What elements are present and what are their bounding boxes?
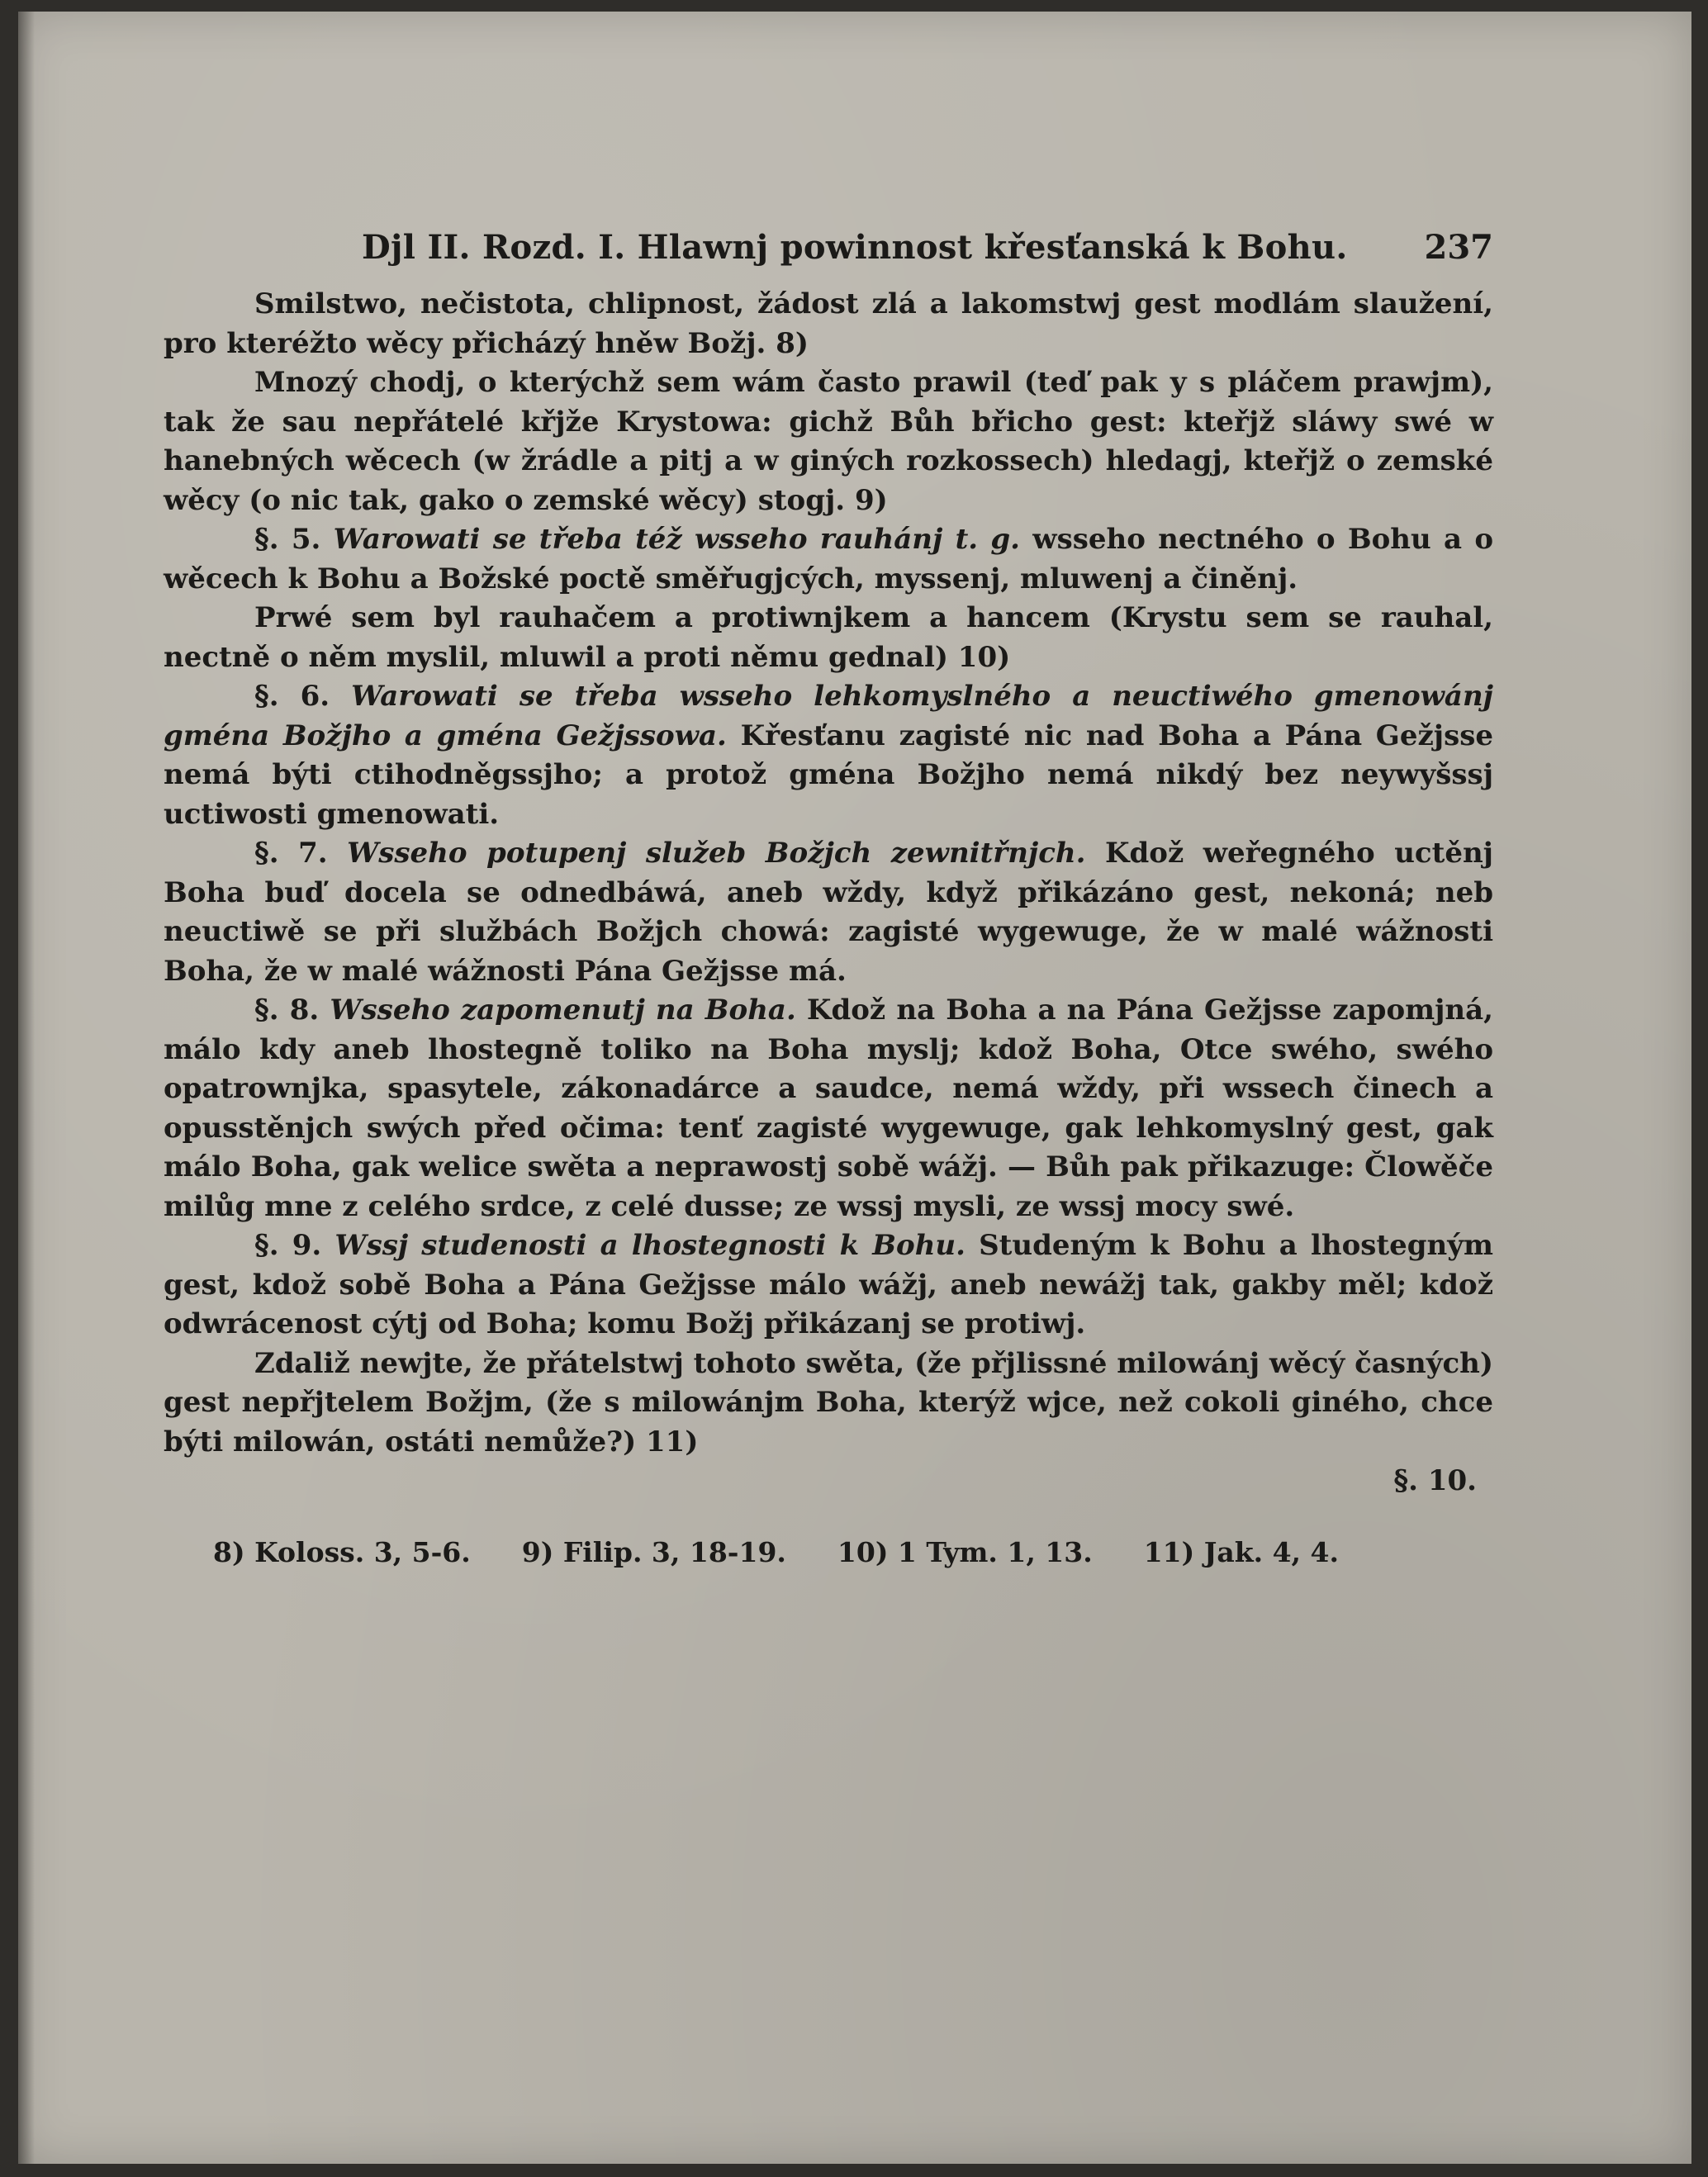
section-number: §. 8. (254, 994, 320, 1027)
paragraph-text: Křesťanu zagisté nic nad Boha a Pána Gežjsse nemá býti ctihodněgssjho; a protož gména Božjho nemá nikdý bez neywyšssj uctiwosti gmenowati. (164, 719, 1494, 831)
catchword: §. 10. (1393, 1464, 1477, 1497)
footnote: 10) 1 Tym. 1, 13. (837, 1535, 1093, 1568)
paragraph (164, 1345, 1493, 1463)
footnote: 8) Koloss. 3, 5-6. (213, 1535, 471, 1568)
section-paragraph (164, 520, 1493, 599)
paragraph-text: Kdož na Boha a na Pána Gežjsse zapomjná, málo kdy aneb lhostegně toliko na Boha myslj; kdož Boha, Otce swého, swého opatrownjka, spasytele, zákonadárce a saudce, nemá wždy, při wssech činech a opusstěnjch swých před očima: tenť zagisté wygewuge, gak lehkomyslný gest, gak málo Boha, gak welice swěta a neprawostj sobě wážj. — Bůh pak přikazuge: Člowěče milůg mne z celého srdce, z celé dusse; ze wssj mysli, ze wssj mocy swé. (164, 994, 1493, 1223)
running-title: Djl II. Rozd. I. Hlawnj powinnost křesťanská k Bohu. (362, 228, 1348, 267)
section-title: Wsseho potupenj služeb Božjch zewnitřnjch. (347, 837, 1086, 870)
paragraph (164, 285, 1493, 363)
paragraph-text: Mnozý chodj, o kterýchž sem wám často prawil (teď pak y s pláčem prawjm), tak že sau nepřátelé křjže Krystowa: gichž Bůh břicho gest: kteřjž sláwy swé w hanebných wěcech (w žrádle a pitj a w giných rozkossech) hledagj, kteřjž o zemské wěcy (o nic tak, gako o zemské wěcy) stogj. 9) (164, 366, 1493, 517)
section-paragraph (164, 677, 1493, 834)
section-title: Wssj studenosti a lhostegnosti k Bohu. (334, 1229, 965, 1262)
paragraph-text: Studeným k Bohu a lhostegným gest, kdož sobě Boha a Pána Gežjsse málo wážj, aneb newážj tak, gakby měl; kdož odwrácenost cýtj od Boha; komu Božj přikázanj se protiwj. (164, 1229, 1493, 1340)
section-paragraph (164, 991, 1493, 1226)
section-number: §. 5. (254, 523, 321, 556)
paragraph-text: Zdaliž newjte, že přátelstwj tohoto swěta, (že přjlissné milowánj wěcý časných) gest nepřjtelem Božjm, (že s milowánjm Boha, kterýž wjce, než cokoli giného, chce býti milowán, ostáti nemůže?) 11) (164, 1346, 1493, 1458)
footnote: 11) Jak. 4, 4. (1143, 1535, 1339, 1568)
section-number: §. 6. (254, 680, 330, 713)
footnote: 9) Filip. 3, 18-19. (521, 1535, 786, 1568)
text-block (164, 228, 1493, 1568)
section-paragraph (164, 1226, 1493, 1345)
footnotes (164, 1536, 1493, 1568)
running-head (164, 228, 1493, 267)
section-title: Wsseho zapomenutj na Boha. (330, 994, 796, 1027)
paragraph-text: Smilstwo, nečistota, chlipnost, žádost zlá a lakomstwj gest modlám slaužení, pro kteréžto wěcy přicházý hněw Božj. 8) (164, 287, 1493, 360)
section-title: Warowati se třeba wsseho lehkomyslného a neuctiwého gmenowánj gména Božjho a gména Gežjssowa. (164, 680, 1493, 752)
page-number: 237 (1424, 228, 1493, 267)
section-paragraph (164, 834, 1493, 991)
paragraph-text: Prwé sem byl rauhačem a protiwnjkem a hancem (Krystu sem se rauhal, nectně o něm myslil, mluwil a proti němu gednal) 10) (164, 601, 1493, 674)
paragraph-text: wsseho nectného o Bohu a o wěcech k Bohu a Božské poctě směřugjcých, myssenj, mluwenj a činěnj. (164, 523, 1493, 595)
paragraph-text: Kdož weřegného uctěnj Boha buď docela se odnedbáwá, aneb wždy, když přikázáno gest, nekoná; neb neuctiwě se při službách Božjch chowá: zagisté wygewuge, že w malé wážnosti Boha, že w malé wážnosti Pána Gežjsse má. (164, 837, 1493, 988)
book-page (18, 12, 1691, 2164)
paragraph (164, 599, 1493, 677)
paragraph (164, 363, 1493, 520)
section-number: §. 9. (254, 1229, 322, 1262)
section-title: Warowati se třeba též wsseho rauhánj t. g. (333, 523, 1021, 556)
section-number: §. 7. (254, 837, 328, 870)
